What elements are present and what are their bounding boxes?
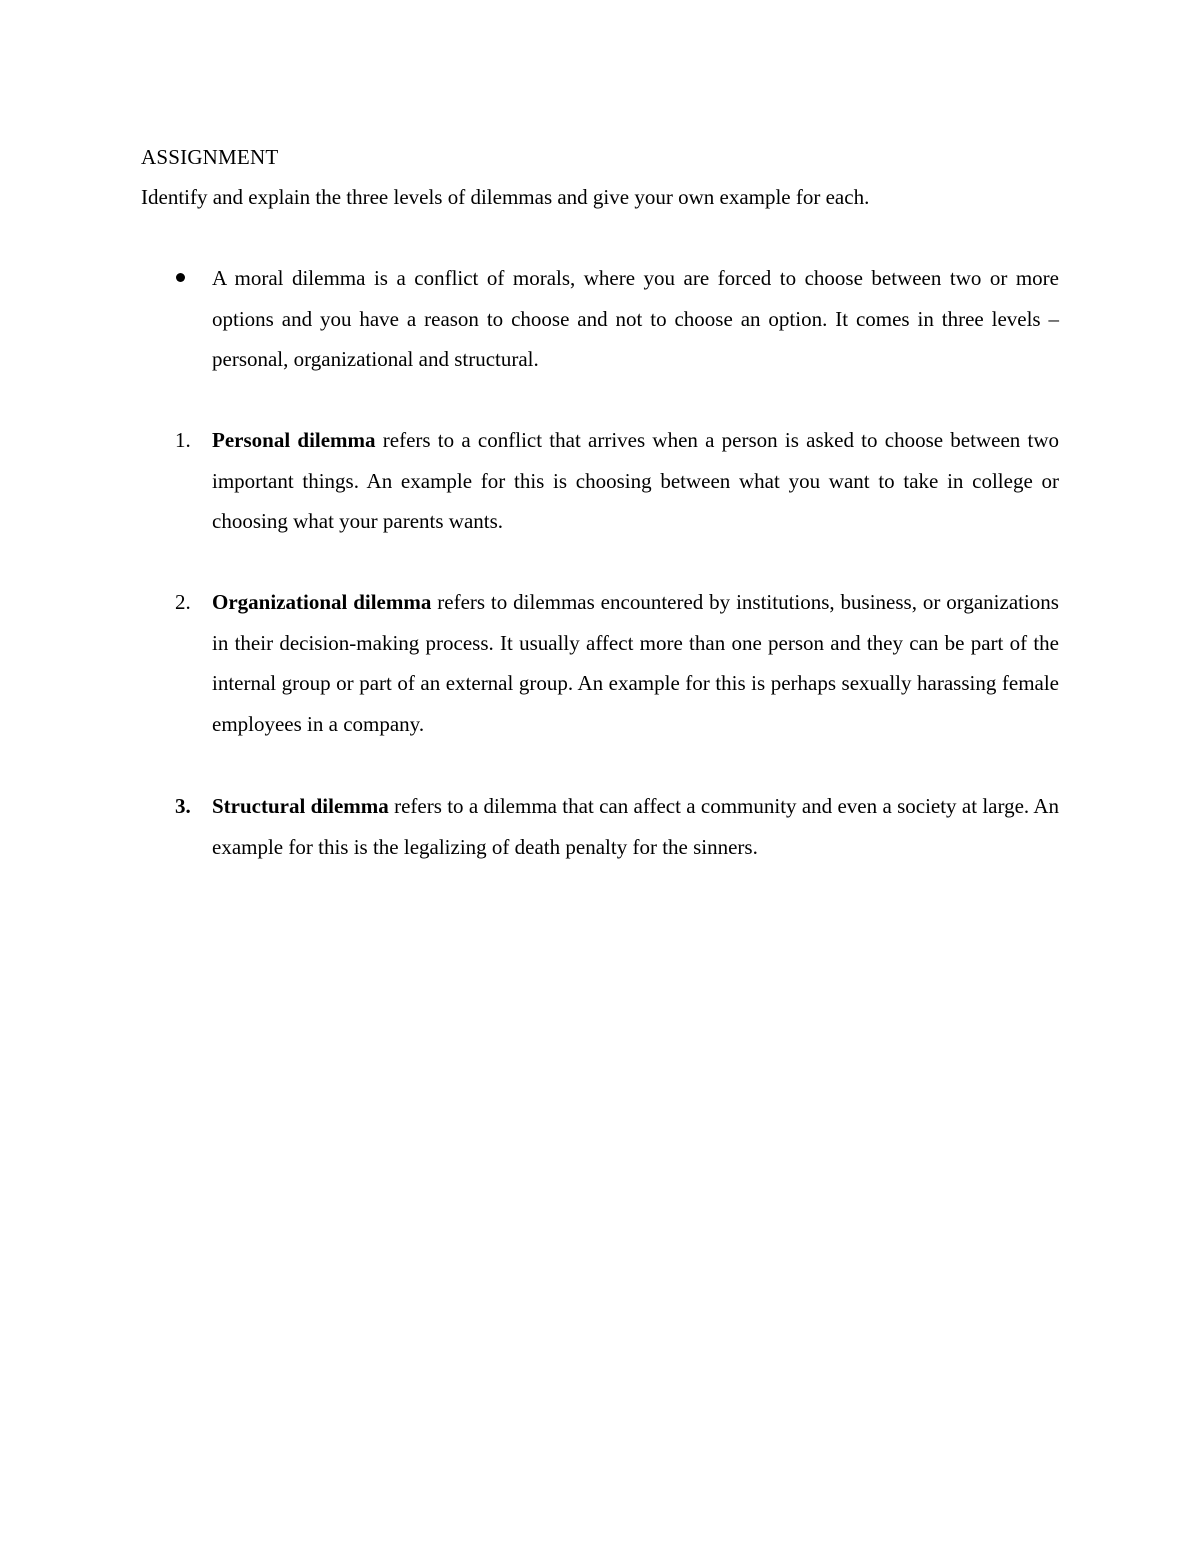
document-heading: ASSIGNMENT bbox=[141, 145, 279, 169]
bullet-dot-icon bbox=[176, 273, 185, 282]
list-number: 2. bbox=[175, 590, 191, 614]
intro-text: A moral dilemma is a conflict of morals, where you are forced to choose between two or more options and you have a reason to choose and not to choose an option. It comes in three levels – personal, organizational and structural. bbox=[212, 266, 1059, 372]
term-label: Structural dilemma bbox=[212, 794, 389, 818]
intro-bullet-item bbox=[141, 258, 1059, 380]
term-label: Personal dilemma bbox=[212, 428, 376, 452]
list-item-personal bbox=[141, 420, 1059, 542]
assignment-prompt: Identify and explain the three levels of dilemmas and give your own example for each. bbox=[141, 185, 870, 209]
list-item-structural bbox=[141, 786, 1059, 867]
list-item-body bbox=[212, 582, 1059, 745]
term-description: refers to dilemmas encountered by institutions, business, or organizations in their decision-making process. It usually affect more than one person and they can be part of the internal group or part of an external group. An example for this is perhaps sexually harassing female employees in a company. bbox=[212, 590, 1059, 737]
term-label: Organizational dilemma bbox=[212, 590, 432, 614]
term-description: refers to a dilemma that can affect a community and even a society at large. An example for this is the legalizing of death penalty for the sinners. bbox=[212, 794, 1059, 859]
list-item-body bbox=[212, 786, 1059, 867]
list-item-body bbox=[212, 420, 1059, 542]
list-item-organizational bbox=[141, 582, 1059, 745]
term-description: refers to a conflict that arrives when a person is asked to choose between two important things. An example for this is choosing between what you want to take in college or choosing what your parents wants. bbox=[212, 428, 1059, 534]
list-number: 3. bbox=[175, 794, 191, 818]
list-number: 1. bbox=[175, 428, 191, 452]
